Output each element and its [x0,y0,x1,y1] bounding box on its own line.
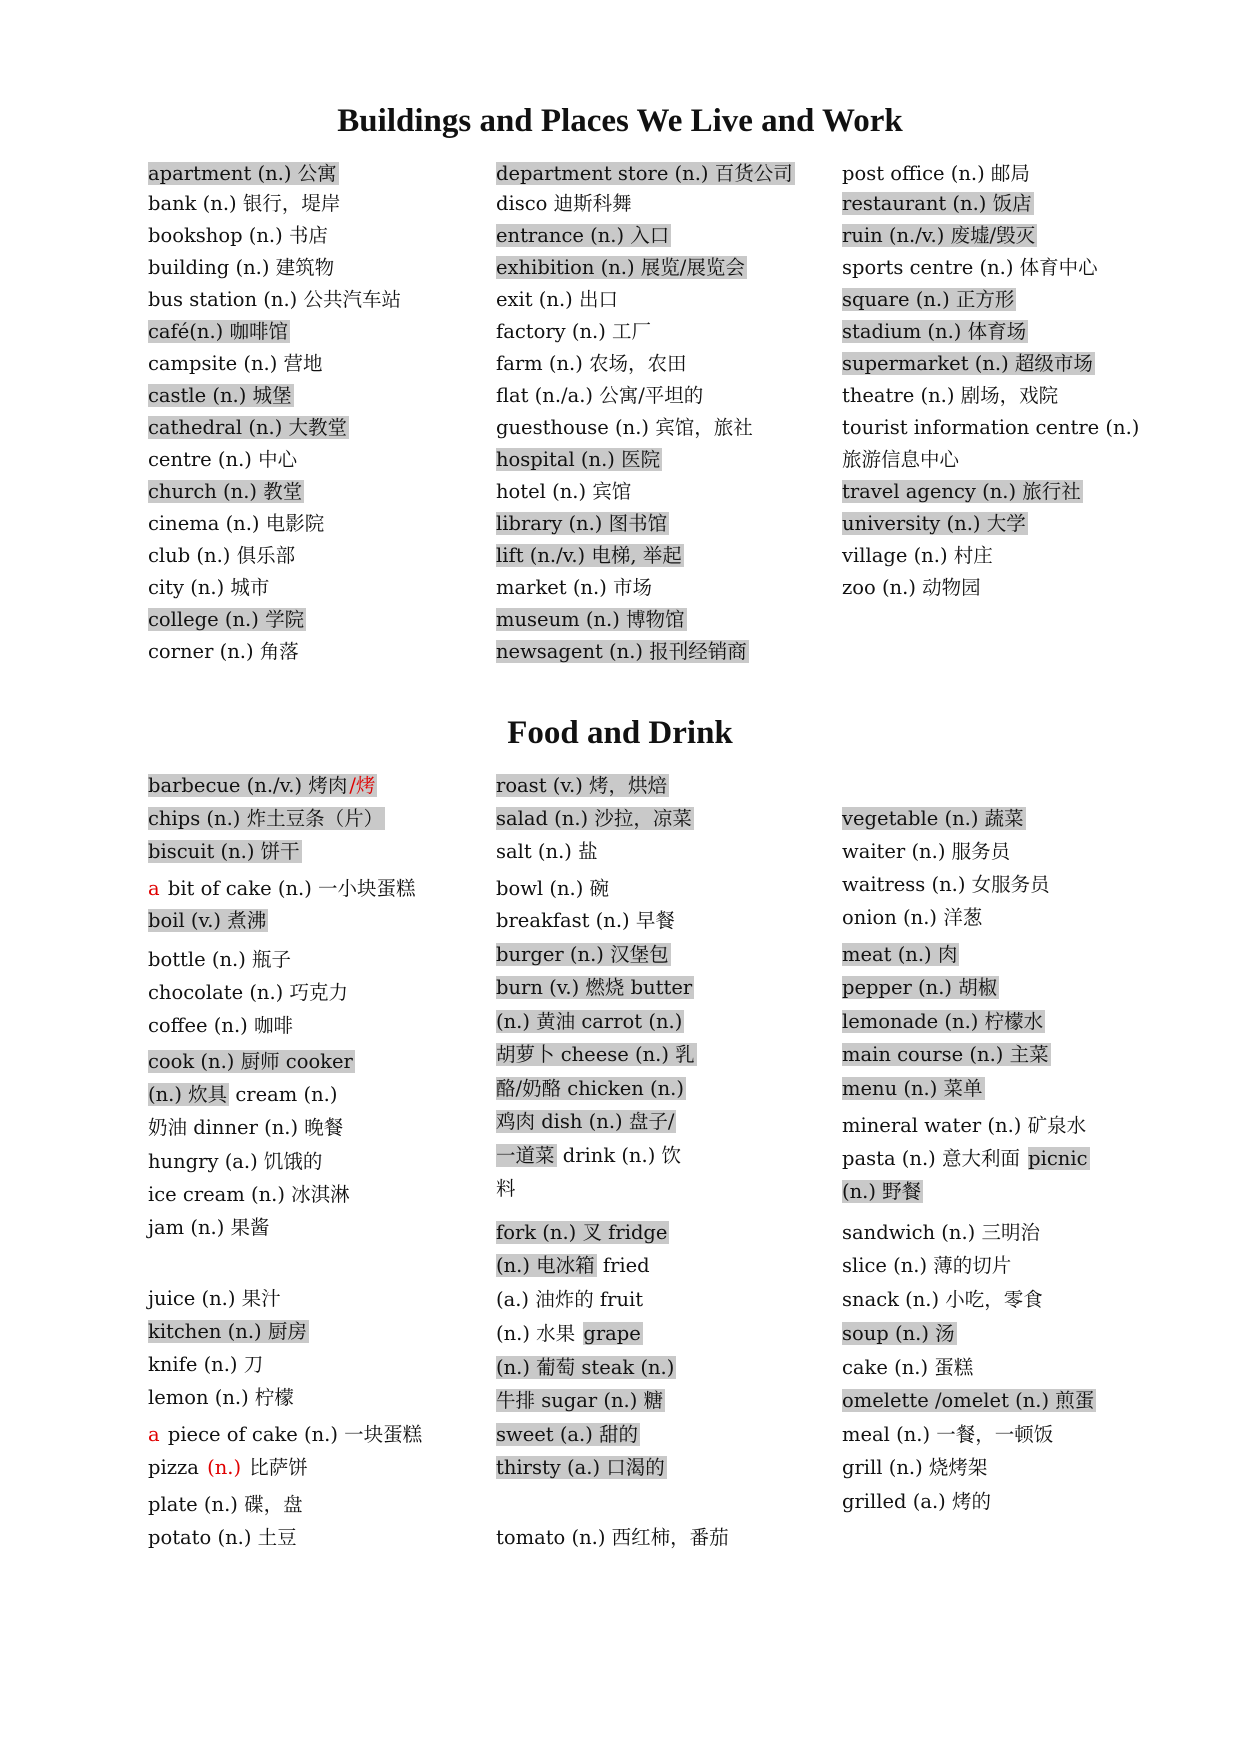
vocab-entry-text: drink (n.) 饮 [556,1144,681,1167]
vocab-entry [148,1012,295,1040]
vocab-entry [148,907,268,935]
vocab-entry [496,1454,667,1482]
vocab-entry [496,414,755,442]
vocab-entry-text: piece of cake (n.) 一块蛋糕 [161,1423,423,1446]
vocab-entry-text: department store (n.) 百货公司 [496,162,793,185]
vocab-entry-text: (n.) 葡萄 steak (n.) [496,1356,675,1379]
vocab-entry-text: salad (n.) 沙拉，凉菜 [496,807,692,830]
vocab-entry-text: waitress (n.) 女服务员 [842,873,1050,896]
vocab-entry-text: market (n.) 市场 [496,576,653,599]
vocab-entry-text: library (n.) 图书馆 [496,512,668,535]
vocab-entry [496,542,684,570]
vocab-entry [496,1175,518,1203]
vocab-entry-text: entrance (n.) 入口 [496,224,670,247]
vocab-entry [148,1181,352,1209]
vocab-entry-text: village (n.) 村庄 [842,544,993,567]
vocab-entry-text: breakfast (n.) 早餐 [496,909,675,932]
vocab-entry [148,1421,424,1449]
vocab-entry-text: 鸡肉 dish (n.) 盘子/ [496,1110,675,1133]
vocab-entry [842,350,1095,378]
vocab-entry-text: newsagent (n.) 报刊经销商 [496,640,747,663]
vocab-entry [496,1320,643,1348]
vocab-entry [842,838,1012,866]
vocab-entry-text: zoo (n.) 动物园 [842,576,981,599]
vocab-entry-text: club (n.) 俱乐部 [148,544,296,567]
vocab-entry-text: (n.) 水果 [496,1322,582,1345]
vocab-entry-text: thirsty (a.) 口渴的 [496,1456,665,1479]
vocab-entry-text: bookshop (n.) 书店 [148,224,328,247]
vocab-entry [842,941,959,969]
vocab-entry-text: coffee (n.) 咖啡 [148,1014,293,1037]
vocab-entry [496,1041,697,1069]
vocab-entry [496,1142,683,1170]
vocab-entry [842,1145,1090,1173]
vocab-entry [148,772,377,800]
vocab-entry-text: cathedral (n.) 大教堂 [148,416,348,439]
vocab-entry [148,875,418,903]
vocab-entry [496,1354,676,1382]
vocab-entry [496,907,677,935]
vocab-entry-text: roast (v.) 烤，烘焙 [496,774,668,797]
vocab-entry-text: church (n.) 教堂 [148,480,303,503]
vocab-entry [496,222,671,250]
vocab-entry-text: theatre (n.) 剧场，戏院 [842,384,1059,407]
vocab-entry-text: flat (n./a.) 公寓/平坦的 [496,384,704,407]
vocab-entry [148,805,385,833]
vocab-entry-text: (n.) 炊具 [148,1083,228,1106]
vocab-entry-text: 一道菜 [496,1144,555,1167]
vocab-entry-text: slice (n.) 薄的切片 [842,1254,1012,1277]
vocab-entry-text: kitchen (n.) 厨房 [148,1320,307,1343]
vocab-entry-text: guesthouse (n.) 宾馆，旅社 [496,416,753,439]
vocab-entry-text: onion (n.) 洋葱 [842,906,983,929]
vocab-entry [148,1048,355,1076]
vocab-entry [148,414,349,442]
vocab-entry-text: (n.) 电冰箱 [496,1254,595,1277]
vocab-entry [842,1454,989,1482]
vocab-entry-text: tomato (n.) 西红柿，番茄 [496,1526,729,1549]
vocab-entry-text: city (n.) 城市 [148,576,270,599]
vocab-entry-text: bus station (n.) 公共汽车站 [148,288,401,311]
vocab-entry-text: boil (v.) 煮沸 [148,909,267,932]
vocab-entry [496,1252,652,1280]
vocab-entry-text: corner (n.) 角落 [148,640,299,663]
vocab-entry-text: waiter (n.) 服务员 [842,840,1011,863]
vocab-entry [496,772,669,800]
vocab-entry [148,1148,324,1176]
vocab-entry-text: disco 迪斯科舞 [496,192,632,215]
vocab-entry-text: lift (n./v.) 电梯, 举起 [496,544,682,567]
vocab-entry [148,979,350,1007]
vocab-entry-text: plate (n.) 碟，盘 [148,1493,303,1516]
vocab-entry-text: burger (n.) 汉堡包 [496,943,669,966]
vocab-entry-text: /烤 [349,774,376,797]
vocab-entry [148,510,326,538]
vocab-entry-text: 奶油 dinner (n.) 晚餐 [148,1116,344,1139]
vocab-entry [148,350,325,378]
vocab-entry [842,1320,957,1348]
vocab-entry [496,1286,645,1314]
vocab-entry [842,1252,1013,1280]
vocab-entry [148,606,306,634]
vocab-entry [148,382,294,410]
vocab-entry-text: square (n.) 正方形 [842,288,1015,311]
vocab-entry [148,446,299,474]
vocab-entry-text: post office (n.) 邮局 [842,162,1030,185]
vocab-entry-text: knife (n.) 刀 [148,1353,264,1376]
vocab-entry-text: 比萨饼 [243,1456,308,1479]
vocab-entry [842,1008,1045,1036]
vocab-entry [496,875,611,903]
vocab-entry-text: campsite (n.) 营地 [148,352,323,375]
vocab-entry-text: hospital (n.) 医院 [496,448,661,471]
vocab-entry-text: menu (n.) 菜单 [842,1077,983,1100]
vocab-entry [842,1286,1045,1314]
vocab-entry [148,190,342,218]
vocab-entry [148,946,293,974]
vocab-entry-text: omelette /omelet (n.) 煎蛋 [842,1389,1095,1412]
vocab-entry-text: grape [583,1322,641,1345]
vocab-entry [148,1114,345,1142]
vocab-entry [496,1075,686,1103]
vocab-entry [148,1214,272,1242]
vocab-entry [842,1387,1096,1415]
vocab-entry-text: bottle (n.) 瓶子 [148,948,292,971]
vocab-entry-text: lemon (n.) 柠檬 [148,1386,294,1409]
vocab-entry-text: supermarket (n.) 超级市场 [842,352,1093,375]
vocab-entry-text: snack (n.) 小吃，零食 [842,1288,1043,1311]
vocab-entry-text: farm (n.) 农场，农田 [496,352,687,375]
vocab-entry-text: cream (n.) [229,1083,338,1106]
vocab-entry [148,838,302,866]
vocab-entry-text: exit (n.) 出口 [496,288,618,311]
vocab-entry [148,574,271,602]
vocab-entry-text: bank (n.) 银行，堤岸 [148,192,341,215]
vocab-entry-text: college (n.) 学院 [148,608,305,631]
vocab-entry-text: a [148,1423,160,1446]
vocab-entry [148,1491,305,1519]
vocab-entry-text: grill (n.) 烧烤架 [842,1456,988,1479]
vocab-entry [496,941,671,969]
vocab-entry-text: (n.) 黄油 carrot (n.) [496,1010,683,1033]
vocab-entry-text: salt (n.) 盐 [496,840,598,863]
vocab-entry-text: sandwich (n.) 三明治 [842,1221,1040,1244]
vocab-entry [842,318,1028,346]
vocab-entry-text: soup (n.) 汤 [842,1322,955,1345]
vocab-entry [496,574,654,602]
vocab-entry [842,286,1016,314]
vocab-entry [842,1488,993,1516]
vocab-entry-text: sports centre (n.) 体育中心 [842,256,1098,279]
vocab-entry [148,1285,283,1313]
vocab-entry [148,1351,265,1379]
vocab-entry-text: apartment (n.) 公寓 [148,162,337,185]
vocab-entry [842,1219,1042,1247]
vocab-entry-text: 牛排 sugar (n.) 糖 [496,1389,664,1412]
vocab-entry [496,478,633,506]
vocab-entry [496,190,634,218]
vocab-entry [148,254,336,282]
vocab-entry-text: tourist information centre (n.) [842,416,1140,439]
vocab-entry-text: vegetable (n.) 蔬菜 [842,807,1024,830]
vocab-entry [496,254,747,282]
vocab-entry [496,286,620,314]
vocab-entry [496,638,749,666]
vocab-entry [842,805,1026,833]
vocab-entry [496,1421,640,1449]
vocab-entry-text: ice cream (n.) 冰淇淋 [148,1183,350,1206]
vocab-entry [842,510,1028,538]
vocab-entry-text: potato (n.) 土豆 [148,1526,297,1549]
vocab-entry-text: cake (n.) 蛋糕 [842,1356,974,1379]
vocab-entry-text: museum (n.) 博物馆 [496,608,685,631]
vocab-entry [148,1081,339,1109]
vocab-entry-text: pepper (n.) 胡椒 [842,976,998,999]
vocab-entry [496,838,600,866]
vocab-entry [842,1354,975,1382]
vocab-entry-text: meat (n.) 肉 [842,943,958,966]
vocab-entry [842,904,984,932]
vocab-entry-text: biscuit (n.) 饼干 [148,840,300,863]
vocab-entry-text: travel agency (n.) 旅行社 [842,480,1081,503]
vocab-entry-text: stadium (n.) 体育场 [842,320,1027,343]
vocab-entry-text: jam (n.) 果酱 [148,1216,270,1239]
vocab-entry [842,1112,1088,1140]
vocab-entry [148,1384,296,1412]
vocab-entry [842,1421,1055,1449]
vocab-entry-text: cook (n.) 厨师 cooker [148,1050,353,1073]
vocab-entry [148,222,330,250]
vocab-entry [842,190,1034,218]
vocab-entry-text: 旅游信息中心 [842,448,960,471]
vocab-entry-text: 胡萝卜 cheese (n.) 乳 [496,1043,695,1066]
vocab-entry-text: building (n.) 建筑物 [148,256,335,279]
vocab-entry-text: ruin (n./v.) 废墟/毁灭 [842,224,1036,247]
vocab-entry-text: university (n.) 大学 [842,512,1026,535]
vocab-entry-text: exhibition (n.) 展览/展览会 [496,256,745,279]
vocab-entry [842,222,1037,250]
vocab-entry-text: juice (n.) 果汁 [148,1287,281,1310]
vocab-entry-text: bowl (n.) 碗 [496,877,610,900]
vocab-entry-text: mineral water (n.) 矿泉水 [842,1114,1087,1137]
vocab-entry-text: cinema (n.) 电影院 [148,512,325,535]
vocab-entry [842,574,983,602]
vocab-entry [148,1524,299,1552]
vocab-entry [496,1008,684,1036]
vocab-entry-text: fork (n.) 叉 fridge [496,1221,668,1244]
vocab-entry [496,318,653,346]
vocab-entry [842,871,1052,899]
vocab-entry [842,446,961,474]
vocab-entry-text: sweet (a.) 甜的 [496,1423,639,1446]
vocab-entry [842,254,1100,282]
vocab-entry [842,542,995,570]
vocab-entry [842,974,999,1002]
vocab-entry [148,478,304,506]
vocab-entry [842,160,1032,188]
vocab-entry-text: (n.) 野餐 [842,1180,922,1203]
vocab-entry-text: hotel (n.) 宾馆 [496,480,632,503]
vocab-entry-text: fried [596,1254,650,1277]
vocab-entry-text: (n.) [207,1456,242,1479]
vocab-entry [842,382,1060,410]
vocab-entry-text: meal (n.) 一餐，一顿饭 [842,1423,1054,1446]
vocab-entry [496,1524,731,1552]
vocab-entry [148,1318,309,1346]
vocab-entry-text: lemonade (n.) 柠檬水 [842,1010,1044,1033]
vocab-entry [496,1108,676,1136]
vocab-entry [148,160,339,188]
section-title-food: Food and Drink [507,715,733,751]
vocab-entry-text: restaurant (n.) 饭店 [842,192,1032,215]
vocab-entry-text: bit of cake (n.) 一小块蛋糕 [161,877,416,900]
vocab-entry [148,638,301,666]
vocab-entry-text: barbecue (n./v.) 烤肉 [148,774,348,797]
vocab-entry [842,1041,1051,1069]
vocab-entry [842,1178,923,1206]
vocab-entry-text: grilled (a.) 烤的 [842,1490,991,1513]
vocab-entry [842,1075,985,1103]
vocab-entry [496,382,705,410]
vocab-entry [496,1219,669,1247]
vocab-entry [148,542,297,570]
vocab-entry [496,446,662,474]
vocab-entry [148,286,403,314]
vocab-entry [496,606,687,634]
vocab-entry [148,1454,310,1482]
vocab-entry [496,974,694,1002]
vocab-entry-text: 料 [496,1177,516,1200]
vocab-entry [842,414,1141,442]
vocab-entry-text: hungry (a.) 饥饿的 [148,1150,323,1173]
vocab-entry [148,318,290,346]
vocab-entry-text: (a.) 油炸的 fruit [496,1288,644,1311]
vocab-entry-text: pasta (n.) 意大利面 [842,1147,1027,1170]
vocab-entry-text: a [148,877,160,900]
vocab-entry-text: picnic [1028,1147,1088,1170]
vocab-entry [496,510,669,538]
vocab-entry-text: castle (n.) 城堡 [148,384,292,407]
vocab-entry [496,350,689,378]
vocab-entry-text: 酪/奶酪 chicken (n.) [496,1077,684,1100]
vocab-entry-text: main course (n.) 主菜 [842,1043,1049,1066]
vocab-entry-text: factory (n.) 工厂 [496,320,652,343]
vocab-entry-text: chocolate (n.) 巧克力 [148,981,348,1004]
vocab-entry [496,160,795,188]
vocab-entry [496,1387,665,1415]
section-title-buildings: Buildings and Places We Live and Work [337,103,903,139]
vocab-entry-text: chips (n.) 炸土豆条（片） [148,807,384,830]
vocab-entry-text: pizza [148,1456,206,1479]
vocab-entry [496,805,694,833]
vocab-entry-text: centre (n.) 中心 [148,448,298,471]
vocab-entry-text: café(n.) 咖啡馆 [148,320,288,343]
vocab-entry [842,478,1083,506]
vocab-entry-text: burn (v.) 燃烧 butter [496,976,693,999]
